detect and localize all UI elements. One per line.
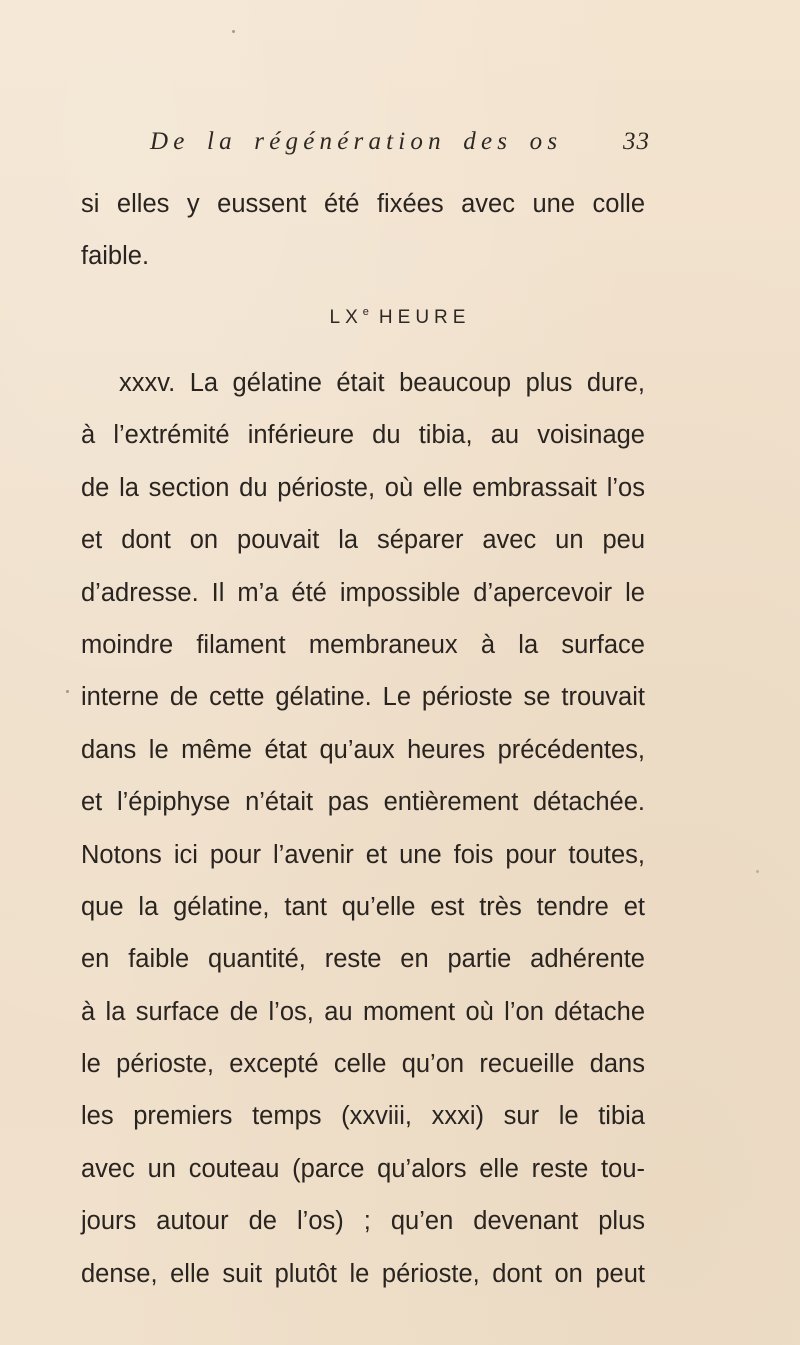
text-line: moindre filament membraneux à la surface bbox=[81, 630, 645, 659]
text-line: Notons ici pour l’avenir et une fois pour toutes, bbox=[81, 840, 645, 869]
text-line: dense, elle suit plutôt le périoste, dont on peut bbox=[81, 1259, 645, 1288]
paper-speck bbox=[66, 690, 69, 693]
text-line: faible. bbox=[81, 242, 150, 271]
text-line: et l’épiphyse n’était pas entièrement détachée. bbox=[81, 788, 645, 817]
paragraph-xxxv bbox=[81, 357, 645, 1300]
text-line: le périoste, excepté celle qu’on recueille dans bbox=[81, 1050, 645, 1079]
text-line: et dont on pouvait la séparer avec un peu bbox=[81, 526, 645, 555]
text-line: les premiers temps (xxviii, xxxi) sur le tibia bbox=[81, 1102, 645, 1131]
text-line: que la gélatine, tant qu’elle est très tendre et bbox=[81, 892, 645, 921]
page-number: 33 bbox=[623, 128, 650, 155]
running-head bbox=[150, 128, 650, 168]
text-line: à la surface de l’os, au moment où l’on détache bbox=[81, 997, 645, 1026]
section-heading-word: HEURE bbox=[378, 307, 471, 328]
section-heading bbox=[0, 306, 800, 329]
section-heading-number: LX bbox=[329, 307, 363, 328]
text-line: jours autour de l’os) ; qu’en devenant plus bbox=[81, 1207, 645, 1236]
paragraph-continuation bbox=[81, 178, 645, 283]
text-line: interne de cette gélatine. Le périoste se trouvait bbox=[81, 683, 645, 712]
running-head-title: De la régénération des os bbox=[150, 128, 563, 155]
section-heading-superscript: e bbox=[362, 306, 369, 318]
text-line: d’adresse. Il m’a été impossible d’apercevoir le bbox=[81, 578, 645, 607]
text-line: en faible quantité, reste en partie adhérente bbox=[81, 945, 645, 974]
text-line: dans le même état qu’aux heures précédentes, bbox=[81, 735, 645, 764]
text-line: à l’extrémité inférieure du tibia, au voisinage bbox=[81, 421, 645, 450]
paper-speck bbox=[756, 870, 759, 873]
text-line: avec un couteau (parce qu’alors elle reste tou- bbox=[81, 1154, 645, 1183]
paper-speck bbox=[232, 30, 235, 33]
text-line: de la section du périoste, où elle embrassait l’os bbox=[81, 473, 645, 502]
text-line: xxxv. La gélatine était beaucoup plus dure, bbox=[119, 369, 645, 397]
text-line: si elles y eussent été fixées avec une colle bbox=[81, 190, 645, 218]
